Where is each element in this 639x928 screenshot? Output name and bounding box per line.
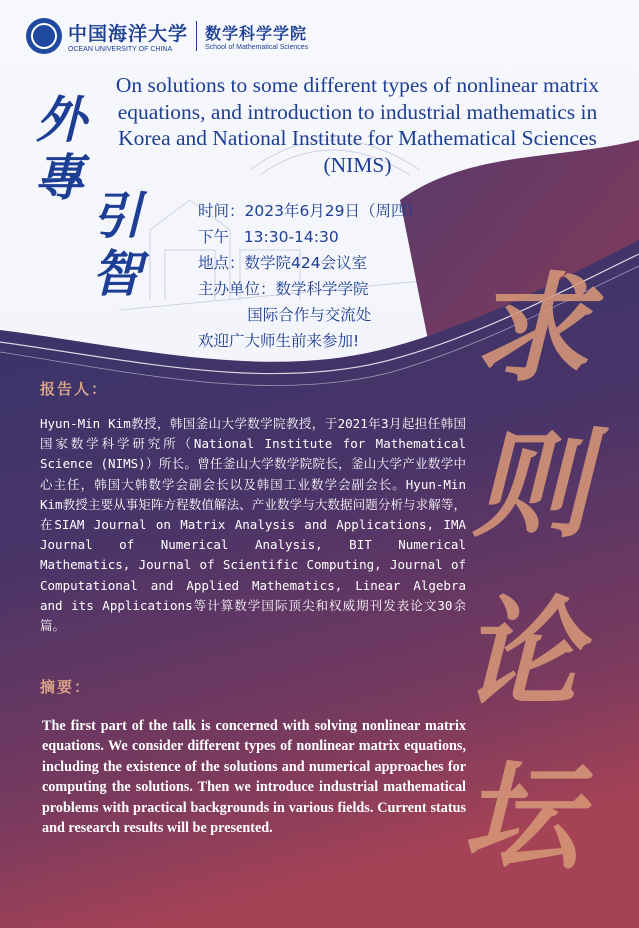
- forum-char-2: 则: [472, 415, 591, 554]
- abstract-text: The first part of the talk is concerned with solving nonlinear matrix equations. We consider different types of nonlinear matrix equations, including the existence of the solutions and numerical approaches for computing the solutions. Then we introduce industrial mathematical problems with practical backgrounds in various fields. Current status and research results will be presented.: [42, 718, 466, 837]
- event-host-2: 国际合作与交流处: [198, 306, 372, 324]
- school-name-cn: 数学科学学院: [205, 24, 308, 43]
- school-name-en: School of Mathematical Sciences: [205, 44, 309, 51]
- header-logo-row: [26, 18, 308, 54]
- university-name-en: OCEAN UNIVERSITY OF CHINA: [68, 46, 173, 53]
- series-char-3: 引: [92, 186, 142, 245]
- event-hours: 下午 13:30-14:30: [198, 228, 339, 246]
- event-info: [198, 198, 422, 354]
- speaker-heading: 报告人：: [40, 380, 109, 398]
- series-char-1: 外: [36, 90, 86, 149]
- abstract-heading: 摘要：: [40, 678, 92, 696]
- series-char-2: 專: [34, 148, 84, 207]
- event-host-1: 主办单位：数学科学学院: [198, 280, 369, 298]
- school-name: [205, 21, 308, 51]
- forum-char-1: 求: [472, 259, 591, 398]
- university-name: [68, 19, 188, 53]
- university-seal-icon: [26, 18, 62, 54]
- talk-title: On solutions to some different types of nonlinear matrix equations, and introduction to industrial mathematics in Korea and National Institute for Mathematical Sciences (NIMS): [115, 73, 600, 177]
- header-divider: [196, 21, 197, 51]
- series-char-4: 智: [92, 244, 142, 303]
- event-welcome: 欢迎广大师生前来参加!: [198, 332, 360, 350]
- speaker-bio: Hyun-Min Kim教授，韩国釜山大学数学院教授，于2021年3月起担任韩国国家数学科学研究所（National Institute for Mathematical Science (NIMS)）所长。曾任釜山大学数学院院长，釜山大学产业数学中心主任，韩国大韩数学会副会长以及韩国工业数学会副会长。Hyun-Min Kim教授主要从事矩阵方程数值解法、产业数学与大数据问题分析与求解等，在SIAM Journal on Matrix Analysis and Applications, IMA Journal of Numerical Analysis, BIT Numerical Mathematics, Journal of Scientific Computing, Journal of Computational and Applied Mathematics, Linear Algebra and its Applications等计算数学国际顶尖和权威期刊发表论文30余篇。: [40, 416, 466, 634]
- forum-char-3: 论: [462, 583, 581, 722]
- event-place: 地点：数学院424会议室: [198, 254, 368, 272]
- forum-char-4: 坛: [462, 747, 581, 886]
- university-name-cn: 中国海洋大学: [68, 23, 189, 45]
- event-time: 时间：2023年6月29日（周四）: [198, 202, 423, 220]
